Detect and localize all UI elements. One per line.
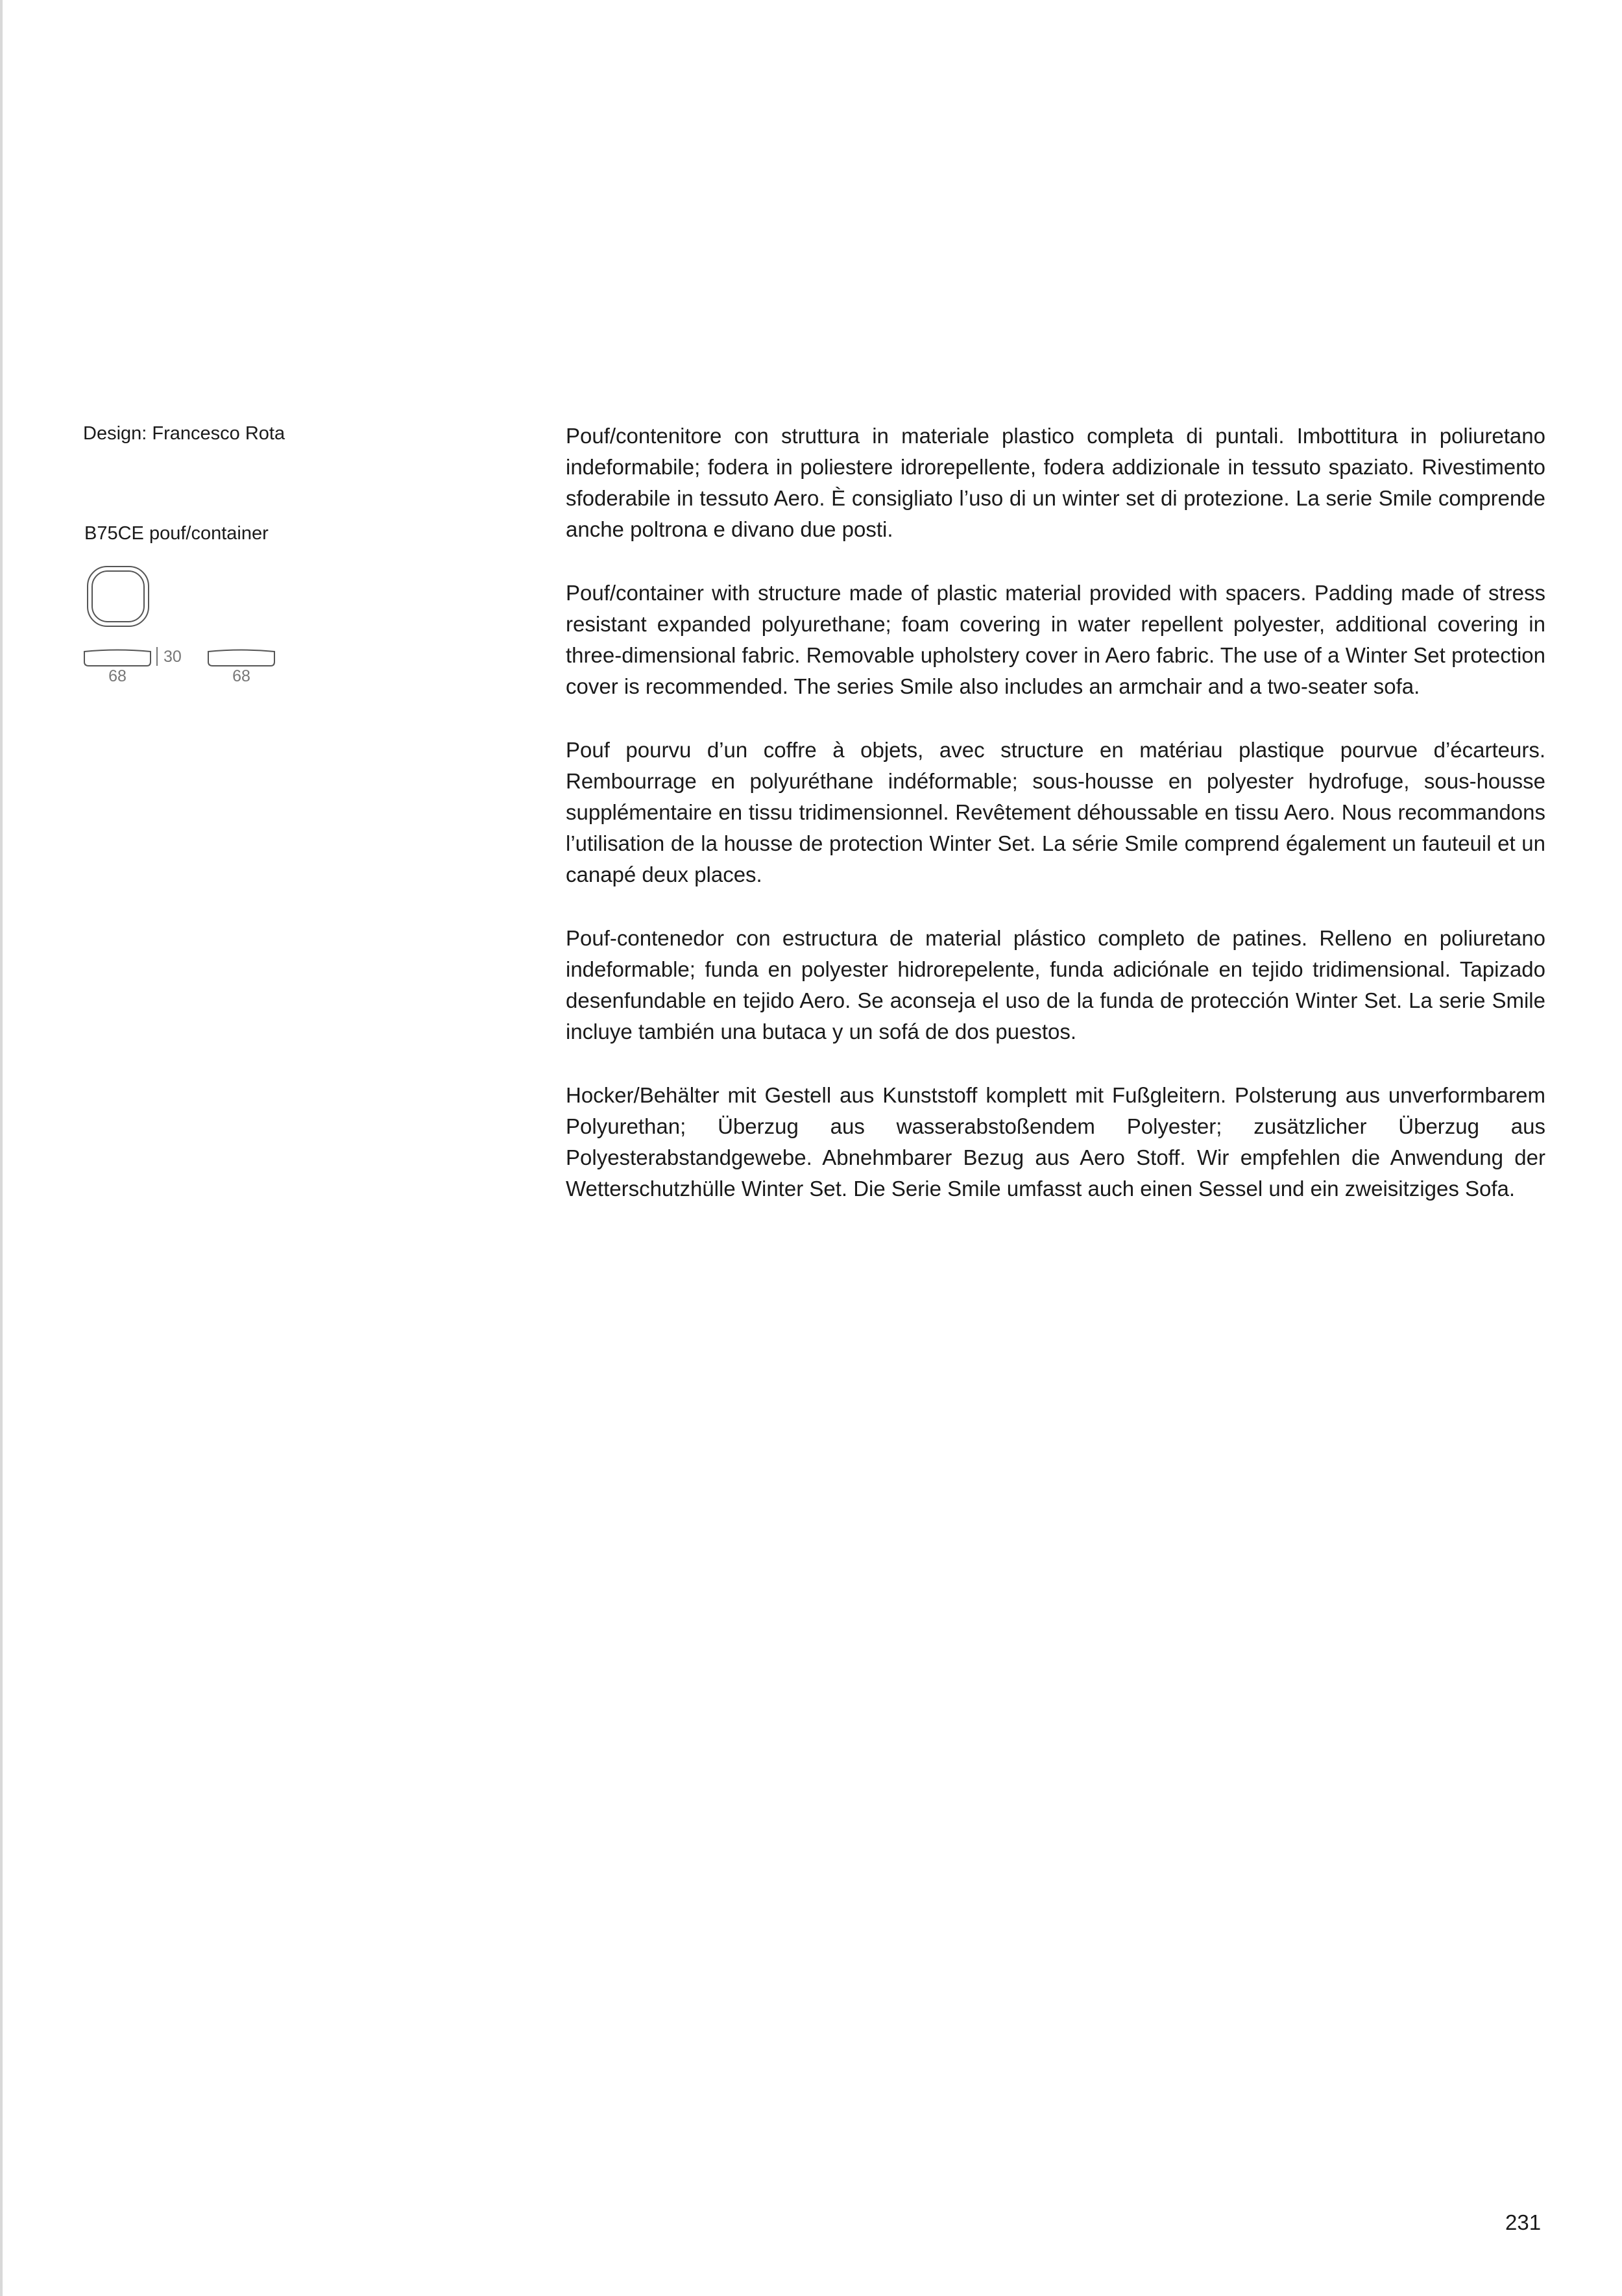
pouf-side-view-icon xyxy=(208,650,274,666)
description-italian: Pouf/contenitore con struttura in materiale plastico completa di puntali. Imbottitura in poliuretano indeformabile; fodera in poliestere idrorepellente, fodera addizionale in tessuto spaziato. Rivestimento sfoderabile in tessuto Aero. È consigliato l’uso di un winter set di protezione. La serie Smile comprende anche poltrona e divano due posti. xyxy=(566,424,1545,541)
pouf-dimension-diagram xyxy=(83,562,291,692)
page-number: 231 xyxy=(1505,2210,1542,2234)
description-german: Hocker/Behälter mit Gestell aus Kunststoff komplett mit Fußgleitern. Polsterung aus unverformbarem Polyurethan; Überzug aus wasserabstoßendem Polyester; zusätzlicher Überzug aus Polyesterabstandgewebe. Abnehmbarer Bezug aus Aero Stoff. Wir empfehlen die Anwendung der Wetterschutzhülle Winter Set. Die Serie Smile umfasst auch einen Sessel und ein zweisitziges Sofa. xyxy=(566,1083,1545,1201)
product-description xyxy=(566,421,1545,1237)
description-french: Pouf pourvu d’un coffre à objets, avec structure en matériau plastique pourvue d’écarteurs. Rembourrage en polyuréthane indéformable; sous-housse en polyester hydrofuge, sous-housse supplémentaire en tissu tridimensionnel. Revêtement déhoussable en tissu Aero. Nous recommandons l’utilisation de la housse de protection Winter Set. La série Smile comprend également un fauteuil et un canapé deux places. xyxy=(566,738,1545,886)
description-english: Pouf/container with structure made of plastic material provided with spacers. Padding made of stress resistant expanded polyurethane; foam covering in water repellent polyester, additional covering in three-dimensional fabric. Removable upholstery cover in Aero fabric. The use of a Winter Set protection cover is recommended. The series Smile also includes an armchair and a two-seater sofa. xyxy=(566,581,1545,698)
depth-dimension: 68 xyxy=(232,667,250,685)
designer-credit: Design: Francesco Rota xyxy=(83,423,285,444)
pouf-front-view-icon xyxy=(84,650,151,666)
page-edge xyxy=(0,0,3,2296)
pouf-top-view-icon xyxy=(88,567,149,626)
width-dimension: 68 xyxy=(108,667,127,685)
description-spanish: Pouf-contenedor con estructura de material plástico completo de patines. Relleno en poliuretano indeformable; funda en polyester hidrorepelente, funda adiciónale en tejido tridimensional. Tapizado desenfundable en tejido Aero. Se aconseja el uso de la funda de protección Winter Set. La serie Smile incluye también una butaca y un sofá de dos puestos. xyxy=(566,926,1545,1044)
product-code: B75CE pouf/container xyxy=(84,523,269,544)
height-dimension: 30 xyxy=(163,648,182,666)
